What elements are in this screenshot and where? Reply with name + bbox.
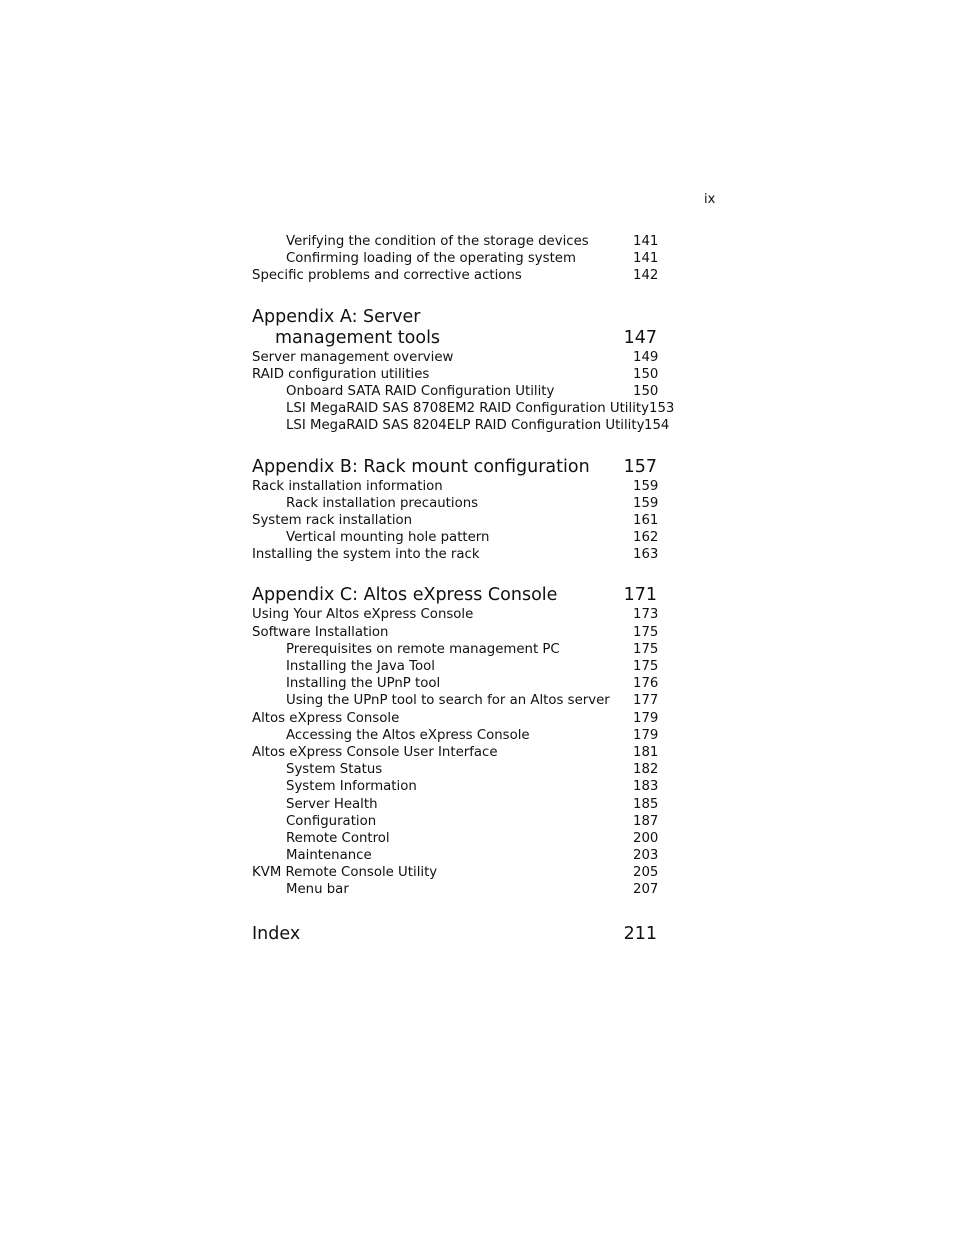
toc-section-appendix-b xyxy=(252,478,672,564)
toc-entry-page: 150 xyxy=(633,383,659,399)
toc-entry-page: 175 xyxy=(633,659,659,674)
toc-heading-appendix-b[interactable] xyxy=(252,457,672,478)
toc-entry[interactable] xyxy=(252,727,672,744)
toc-entry-page: 177 xyxy=(633,693,659,709)
toc-entry-page: 163 xyxy=(633,547,659,563)
toc-entry[interactable] xyxy=(252,778,672,795)
toc-entry-page: 175 xyxy=(633,624,659,640)
toc-entry-page: 161 xyxy=(633,512,659,528)
toc-entry[interactable] xyxy=(252,267,672,284)
heading-page: 211 xyxy=(623,923,657,944)
table-of-contents xyxy=(252,233,675,945)
toc-entry-title: Onboard SATA RAID Configuration Utility xyxy=(286,383,555,399)
toc-entry-title: Rack installation information xyxy=(252,478,443,494)
toc-entry[interactable] xyxy=(252,233,672,250)
toc-entry[interactable] xyxy=(252,744,672,761)
toc-entry-page: 207 xyxy=(633,882,659,898)
heading-page: 171 xyxy=(623,585,657,606)
toc-entry-page: 185 xyxy=(633,796,659,812)
toc-entry-title: Altos eXpress Console User Interface xyxy=(252,744,498,760)
toc-entry[interactable] xyxy=(252,761,672,778)
heading-title: Appendix B: Rack mount configuration xyxy=(252,456,590,477)
toc-entry[interactable] xyxy=(252,495,672,512)
heading-page: 147 xyxy=(623,327,657,348)
toc-entry[interactable] xyxy=(252,417,672,434)
toc-entry[interactable] xyxy=(252,383,672,400)
toc-section-appendix-c xyxy=(252,606,672,898)
toc-entry-title: Software Installation xyxy=(252,624,389,640)
toc-entry[interactable] xyxy=(252,529,672,546)
toc-entry[interactable] xyxy=(252,658,672,675)
toc-entry-title: Installing the UPnP tool xyxy=(286,676,441,692)
toc-entry-title: Server Health xyxy=(286,796,378,812)
toc-entry-title: LSI MegaRAID SAS 8204ELP RAID Configuration Utility xyxy=(286,418,645,434)
toc-entry-title: Using Your Altos eXpress Console xyxy=(252,607,474,623)
toc-entry-title: Specific problems and corrective actions xyxy=(252,268,522,284)
toc-entry-page: 179 xyxy=(633,727,659,743)
toc-entry-title: KVM Remote Console Utility xyxy=(252,865,438,881)
toc-entry-title: Menu bar xyxy=(286,882,349,898)
toc-entry[interactable] xyxy=(252,606,672,623)
toc-entry-title: Maintenance xyxy=(286,848,372,864)
toc-entry-page: 183 xyxy=(633,779,659,795)
toc-entry-page: 179 xyxy=(633,710,659,726)
toc-entry-page: 187 xyxy=(633,813,659,829)
toc-entry[interactable] xyxy=(252,250,672,267)
toc-entry-page: 203 xyxy=(633,848,659,864)
heading-title: Appendix C: Altos eXpress Console xyxy=(252,585,558,606)
toc-entry-page: 182 xyxy=(633,762,659,778)
toc-entry-title: Confirming loading of the operating system xyxy=(286,251,576,267)
heading-title-continued: management tools xyxy=(275,327,441,348)
toc-entry[interactable] xyxy=(252,881,672,898)
page-number: ix xyxy=(704,192,716,207)
toc-entry-page: 153 xyxy=(649,401,675,417)
toc-entry-title: LSI MegaRAID SAS 8708EM2 RAID Configuration Utility xyxy=(286,401,649,417)
toc-entry-page: 175 xyxy=(633,641,659,657)
toc-entry[interactable] xyxy=(252,813,672,830)
toc-entry[interactable] xyxy=(252,641,672,658)
toc-entry-title: System Status xyxy=(286,762,383,778)
toc-entry[interactable] xyxy=(252,478,672,495)
toc-heading-appendix-c[interactable] xyxy=(252,585,672,606)
toc-entry[interactable] xyxy=(252,366,672,383)
toc-entry-page: 200 xyxy=(633,830,659,846)
toc-entry-page: 159 xyxy=(633,478,659,494)
toc-entry-title: Prerequisites on remote management PC xyxy=(286,641,560,657)
toc-entry[interactable] xyxy=(252,796,672,813)
toc-entry-page: 176 xyxy=(633,676,659,692)
toc-entry-title: Using the UPnP tool to search for an Altos server xyxy=(286,693,610,709)
toc-entry-title: Installing the Java Tool xyxy=(286,659,436,674)
toc-entry[interactable] xyxy=(252,675,672,692)
toc-entry[interactable] xyxy=(252,830,672,847)
toc-entry-page: 141 xyxy=(633,251,659,267)
toc-entry-title: Rack installation precautions xyxy=(286,495,479,511)
toc-entry-title: System Information xyxy=(286,779,417,795)
toc-entry-title: Installing the system into the rack xyxy=(252,547,480,563)
toc-entry-page: 142 xyxy=(633,268,659,284)
toc-entry[interactable] xyxy=(252,349,672,366)
heading-title: Appendix A: Server xyxy=(252,306,421,327)
toc-entry-title: Accessing the Altos eXpress Console xyxy=(286,727,530,743)
toc-entry[interactable] xyxy=(252,400,675,417)
toc-section-pre xyxy=(252,233,672,285)
toc-entry-title: RAID configuration utilities xyxy=(252,366,430,382)
toc-heading-index[interactable] xyxy=(252,924,672,945)
toc-entry-title: Altos eXpress Console xyxy=(252,710,400,726)
toc-entry-page: 159 xyxy=(633,495,659,511)
toc-entry-page: 173 xyxy=(633,607,659,623)
toc-entry-title: Remote Control xyxy=(286,830,390,846)
toc-entry-page: 162 xyxy=(633,530,659,546)
toc-heading-appendix-a[interactable] xyxy=(252,307,672,349)
toc-entry-title: Verifying the condition of the storage devices xyxy=(286,234,589,249)
toc-entry[interactable] xyxy=(252,546,672,563)
toc-entry[interactable] xyxy=(252,624,672,641)
toc-entry-page: 205 xyxy=(633,865,659,881)
toc-entry-page: 141 xyxy=(633,234,659,249)
toc-entry-title: Vertical mounting hole pattern xyxy=(286,530,490,546)
toc-entry[interactable] xyxy=(252,864,672,881)
toc-entry[interactable] xyxy=(252,710,672,727)
toc-section-appendix-a xyxy=(252,349,675,435)
toc-entry[interactable] xyxy=(252,512,672,529)
toc-entry-title: System rack installation xyxy=(252,512,413,528)
toc-entry[interactable] xyxy=(252,692,672,709)
toc-entry[interactable] xyxy=(252,847,672,864)
toc-entry-page: 154 xyxy=(644,418,670,434)
heading-title: Index xyxy=(252,923,301,944)
toc-entry-page: 181 xyxy=(633,744,659,760)
toc-entry-title: Server management overview xyxy=(252,349,454,365)
toc-entry-page: 149 xyxy=(633,349,659,365)
toc-entry-title: Configuration xyxy=(286,813,377,829)
toc-entry-page: 150 xyxy=(633,366,659,382)
heading-page: 157 xyxy=(623,456,657,477)
